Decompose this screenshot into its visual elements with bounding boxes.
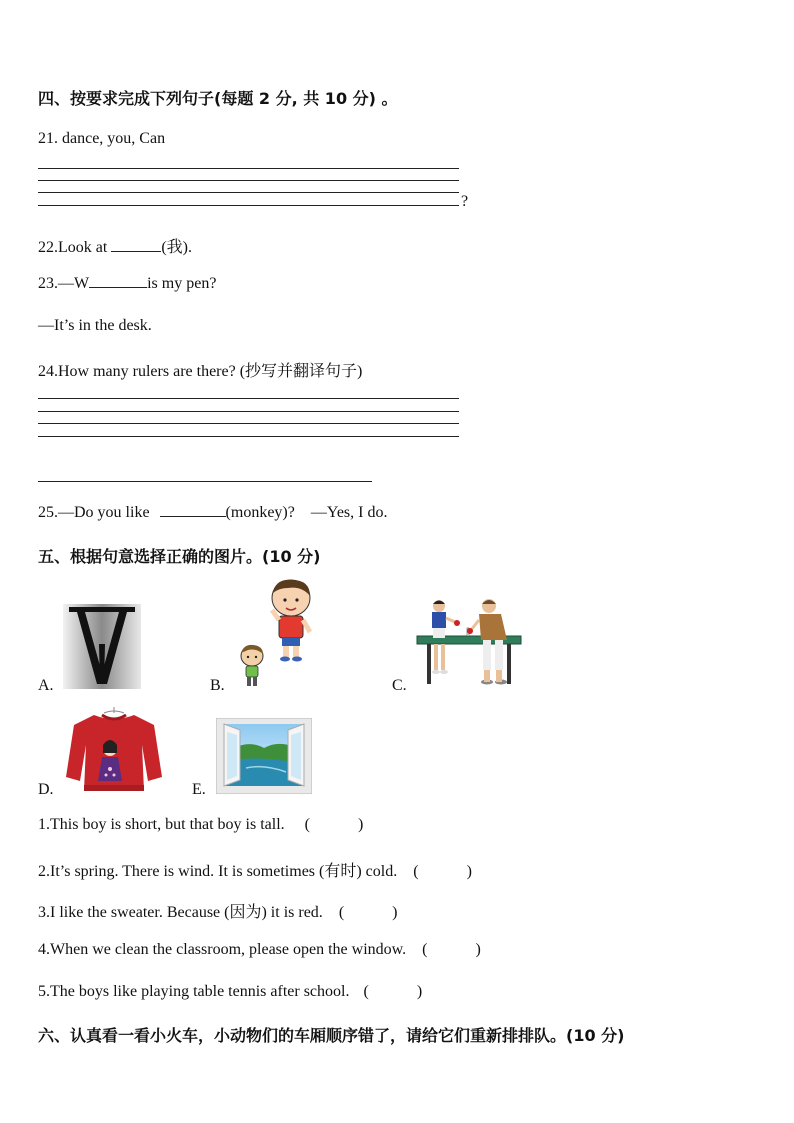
q25-answer: —Yes, I do. <box>310 504 388 521</box>
q24-answer-line-3[interactable] <box>38 423 459 424</box>
q21-answer-line-4[interactable] <box>38 205 459 206</box>
s5-question-1-answer[interactable]: ( ) <box>304 816 364 833</box>
s5-question-1 <box>38 816 363 834</box>
q22 <box>38 234 192 257</box>
s5-question-2-text: 2.It’s spring. There is wind. It is sometimes (有时) cold. <box>38 863 398 880</box>
q23-blank[interactable] <box>89 286 147 288</box>
q21-text: 21. dance, you, Can <box>38 130 166 147</box>
q24-translation-line[interactable] <box>38 481 372 482</box>
q21-answer-line-3[interactable] <box>38 192 459 193</box>
section-6-heading: 六、认真看一看小火车，小动物们的车厢顺序错了，请给它们重新排排队。(10 分) <box>38 1026 625 1045</box>
q21-answer-line-1[interactable] <box>38 168 459 169</box>
option-b-letter: B. <box>210 677 225 694</box>
q22-text-before: 22.Look at <box>38 239 112 256</box>
option-d-letter: D. <box>38 781 54 798</box>
q25-text-before: 25.—Do you like <box>38 504 154 521</box>
q23-text-before: 23.—W <box>38 275 90 292</box>
q25-blank[interactable] <box>160 515 226 517</box>
s5-question-5 <box>38 983 422 1001</box>
s5-question-3-answer[interactable]: ( ) <box>338 904 398 921</box>
section-5-heading: 五、根据句意选择正确的图片。(10 分) <box>38 547 321 566</box>
q23-text-after: is my pen? <box>147 275 217 292</box>
s5-question-2 <box>38 858 472 881</box>
tall-and-short-boys-icon[interactable] <box>236 578 318 690</box>
s5-question-1-text: 1.This boy is short, but that boy is tall. <box>38 816 285 833</box>
s5-question-4-answer[interactable]: ( ) <box>422 941 481 958</box>
option-c-letter: C. <box>392 677 407 694</box>
s5-question-4-text: 4.When we clean the classroom, please open the window. <box>38 941 407 958</box>
q24-answer-line-1[interactable] <box>38 398 459 399</box>
q21-answer-line-2[interactable] <box>38 180 459 181</box>
s5-question-5-answer[interactable]: ( ) <box>363 983 423 1000</box>
q24-text: 24.How many rulers are there? (抄写并翻译句子) <box>38 363 363 380</box>
q22-blank[interactable] <box>111 250 161 252</box>
s5-question-2-answer[interactable]: ( ) <box>413 863 472 880</box>
option-e-letter: E. <box>192 781 206 798</box>
red-sweater-icon[interactable] <box>64 705 164 795</box>
s5-question-3-text: 3.I like the sweater. Because (因为) it is red. <box>38 904 323 921</box>
q25 <box>38 504 387 522</box>
q25-text-after: (monkey)? <box>225 504 295 521</box>
s5-question-5-text: 5.The boys like playing table tennis after school. <box>38 983 350 1000</box>
q24-answer-line-2[interactable] <box>38 411 459 412</box>
section-4-heading: 四、按要求完成下列句子(每题 2 分, 共 10 分) 。 <box>38 89 398 108</box>
s5-question-4 <box>38 941 481 959</box>
q21-question-mark: ? <box>461 193 469 210</box>
s5-question-3 <box>38 899 397 922</box>
q23-line-2: —It’s in the desk. <box>38 317 152 334</box>
q23-line-1 <box>38 275 216 293</box>
table-tennis-icon[interactable] <box>415 598 523 690</box>
q24-answer-line-4[interactable] <box>38 436 459 437</box>
q22-text-after: (我). <box>161 239 192 256</box>
option-a-letter: A. <box>38 677 54 694</box>
letter-w-icon[interactable] <box>63 604 141 689</box>
open-window-icon[interactable] <box>216 718 312 794</box>
